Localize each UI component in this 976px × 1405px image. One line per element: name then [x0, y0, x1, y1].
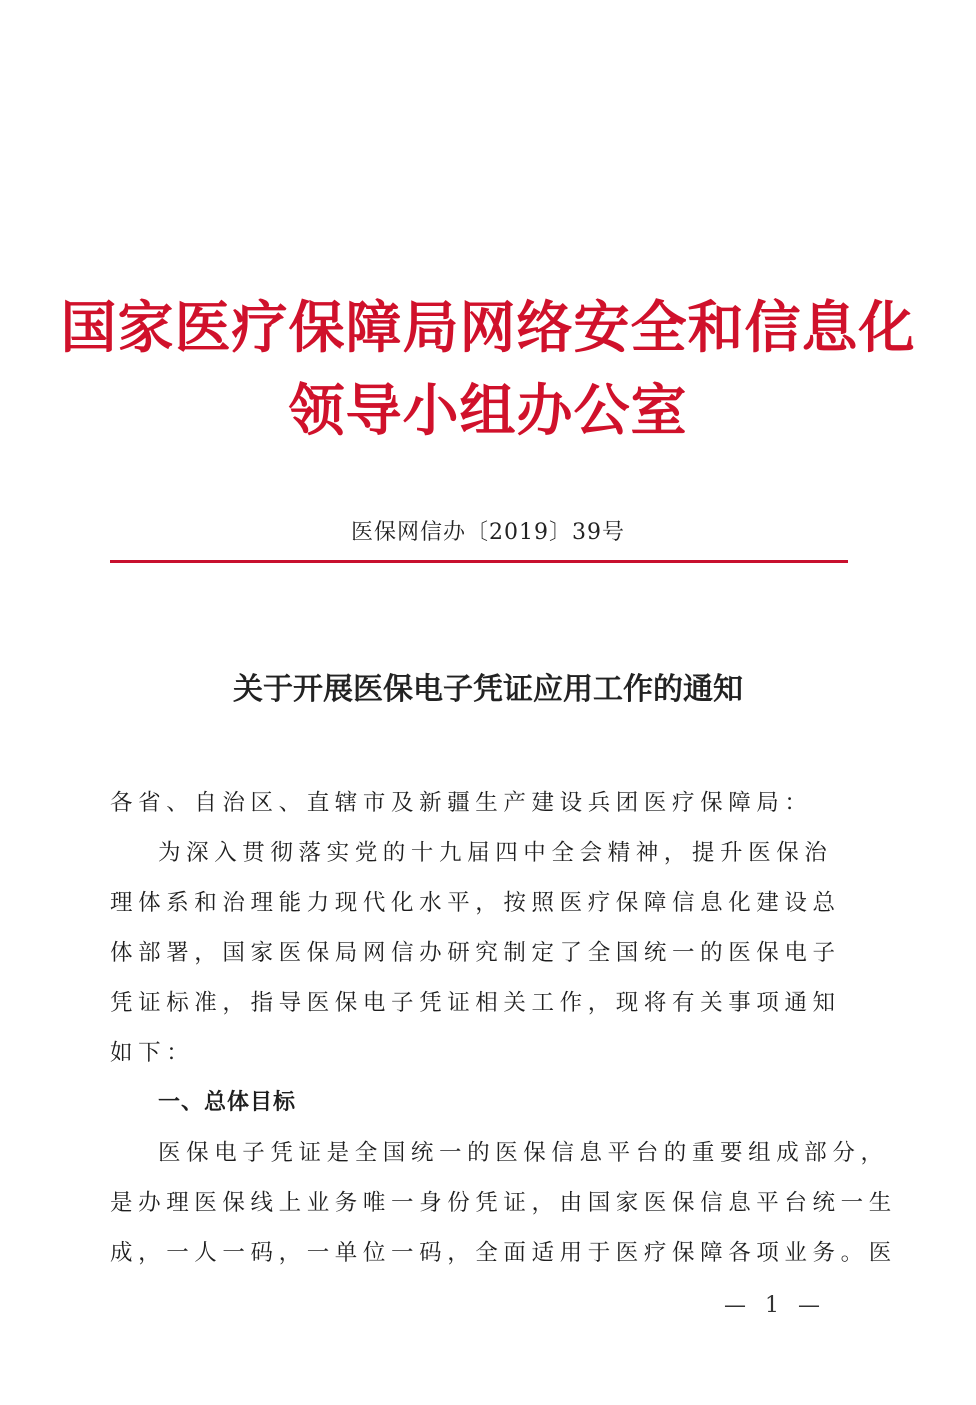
document-number: 医保网信办〔2019〕39号 — [351, 520, 625, 545]
section-1-line-1: 医保电子凭证是全国统一的医保信息平台的重要组成部分， — [158, 1140, 889, 1166]
document-title: 关于开展医保电子凭证应用工作的通知 — [233, 672, 743, 707]
page-number: — 1 — — [724, 1293, 826, 1318]
section-1-line-2: 是办理医保线上业务唯一身份凭证，由国家医保信息平台统一生 — [110, 1190, 897, 1216]
intro-line-5: 如下： — [110, 1040, 195, 1066]
salutation: 各省、自治区、直辖市及新疆生产建设兵团医疗保障局： — [110, 790, 813, 816]
intro-line-3: 体部署，国家医保局网信办研究制定了全国统一的医保电子 — [110, 940, 841, 966]
intro-line-1: 为深入贯彻落实党的十九届四中全会精神，提升医保治 — [158, 840, 833, 866]
intro-line-2: 理体系和治理能力现代化水平，按照医疗保障信息化建设总 — [110, 890, 841, 916]
issuer-masthead-line-2: 领导小组办公室 — [288, 378, 688, 444]
red-divider-rule — [110, 560, 848, 563]
section-heading-overall-goal: 一、总体目标 — [158, 1090, 297, 1115]
section-1-line-3: 成，一人一码，一单位一码，全面适用于医疗保障各项业务。医 — [110, 1240, 897, 1266]
intro-line-4: 凭证标准，指导医保电子凭证相关工作，现将有关事项通知 — [110, 990, 841, 1016]
issuer-masthead-line-1: 国家医疗保障局网络安全和信息化 — [60, 295, 916, 361]
